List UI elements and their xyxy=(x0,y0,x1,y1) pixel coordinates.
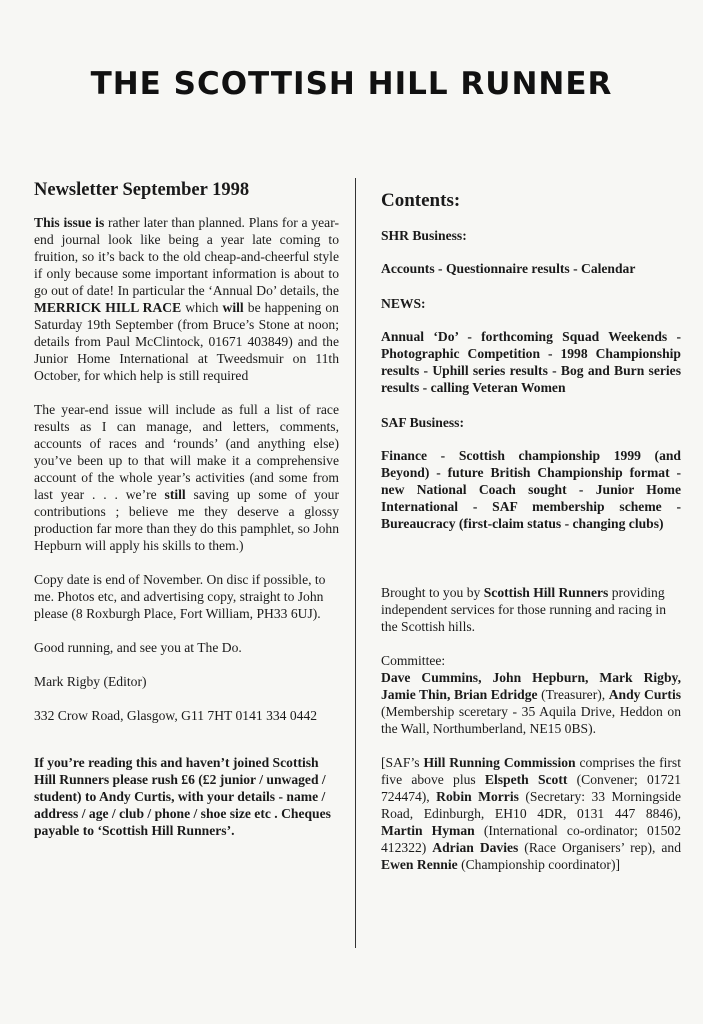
text-run: rather later than planned. Plans for a year-end journal look like being a year late coming to fruition, so it’s back to the old cheap-and-cheerful style if only because some important information is about to go out of date! In particular the ‘Annual Do’ details, the xyxy=(34,215,339,298)
text-run: saving up some of your contributions ; believe me they deserve a glossy production far more than they do this pamphlet, so John Hepburn will apply his skills to them.) xyxy=(34,487,340,553)
news-heading: NEWS: xyxy=(381,296,426,311)
text-run: (Secretary: 33 Morningside Road, Edinburgh, EH10 4DR, 0131 447 8846), xyxy=(381,789,682,821)
editor-address: 332 Crow Road, Glasgow, G11 7HT 0141 334 0442 xyxy=(34,708,318,723)
news-items: Annual ‘Do’ - forthcoming Squad Weekends - Photographic Competition - 1998 Championship results - Uphill series results - Bog and Burn series results - calling Veteran Women xyxy=(381,329,681,395)
intro-paragraph xyxy=(34,214,339,384)
editor-name: Mark Rigby (Editor) xyxy=(34,674,147,689)
text-run: The year-end issue will include as full a list of race results as I can manage, and letters, comments, accounts of races and ‘rounds’ (and anything else) you’ve been up to that will make it a comprehensive account of the whole year’s activities (and some from last year . . . we’re xyxy=(34,402,339,502)
bold-text-run: Hill Running Commission xyxy=(423,755,576,770)
saf-business-heading: SAF Business: xyxy=(381,415,464,430)
commission-paragraph xyxy=(381,754,681,873)
bold-text-run: Elspeth Scott xyxy=(484,772,568,787)
bold-text-run: This issue is xyxy=(34,215,105,230)
bold-text-run: will xyxy=(222,300,244,315)
copy-date-paragraph: Copy date is end of November. On disc if possible, to me. Photos etc, and advertising copy, straight to John please (8 Roxburgh Place, Fort William, PH33 6UJ). xyxy=(34,572,326,621)
bold-text-run: Ewen Rennie xyxy=(381,857,458,872)
membership-appeal: If you’re reading this and haven’t joined Scottish Hill Runners please rush £6 (£2 junior / unwaged / student) to Andy Curtis, with your details - name / address / age / club / phone / shoe size etc . Cheques payable to ‘Scottish Hill Runners’. xyxy=(34,755,331,838)
text-run: Brought to you by xyxy=(381,585,484,600)
bold-text-run: MERRICK HILL RACE xyxy=(34,300,182,315)
brought-to-you-paragraph xyxy=(381,584,681,635)
shr-business-heading: SHR Business: xyxy=(381,228,467,243)
saf-business-items: Finance - Scottish championship 1999 (and Beyond) - future British Championship format - new National Coach sought - Junior Home International - SAF membership scheme - Bureaucracy (first-claim status - changing clubs) xyxy=(381,448,681,531)
masthead-title: THE SCOTTISH HILL RUNNER xyxy=(90,66,613,102)
text-run: (Membership sceretary - 35 Aquila Drive, Heddon on the Wall, Northumberland, NE15 0BS). xyxy=(381,704,681,736)
column-divider xyxy=(355,178,356,948)
contents-heading: Contents: xyxy=(381,190,461,211)
committee-members xyxy=(381,669,681,737)
bold-text-run: still xyxy=(164,487,186,502)
text-run: which xyxy=(181,300,223,315)
bold-text-run: Adrian Davies xyxy=(432,840,519,855)
bold-text-run: Robin Morris xyxy=(436,789,519,804)
text-run: (Convener; 01721 724474), xyxy=(381,772,681,804)
text-run: (Championship coordinator)] xyxy=(457,857,621,872)
text-run: (Treasurer), xyxy=(537,687,609,702)
text-run: providing independent services for those running and racing in the Scottish hills. xyxy=(381,585,667,634)
bold-text-run: Andy Curtis xyxy=(608,687,682,702)
text-run: [SAF’s xyxy=(381,755,424,770)
bold-text-run: Scottish Hill Runners xyxy=(483,585,609,600)
newsletter-heading: Newsletter September 1998 xyxy=(34,180,250,200)
text-run: comprises the first five above plus xyxy=(381,755,681,787)
left-column xyxy=(34,182,339,856)
sign-off-line: Good running, and see you at The Do. xyxy=(34,640,242,655)
year-end-paragraph xyxy=(34,401,339,554)
right-column xyxy=(381,192,681,890)
text-run: (International co-ordinator; 01502 412322) xyxy=(381,823,681,855)
bold-text-run: Martin Hyman xyxy=(381,823,475,838)
bold-text-run: Dave Cummins, John Hepburn, Mark Rigby, Jamie Thin, Brian Edridge xyxy=(381,670,681,702)
committee-label: Committee: xyxy=(381,653,446,668)
shr-business-items: Accounts - Questionnaire results - Calendar xyxy=(381,261,636,276)
text-run: be happening on Saturday 19th September (from Bruce’s Stone at noon; details from Paul McClintock, 01671 403849) and the Junior Home International at Tweedsmuir on 11th October, for which help is still required xyxy=(34,300,339,383)
text-run: (Race Organisers’ rep), and xyxy=(518,840,681,855)
